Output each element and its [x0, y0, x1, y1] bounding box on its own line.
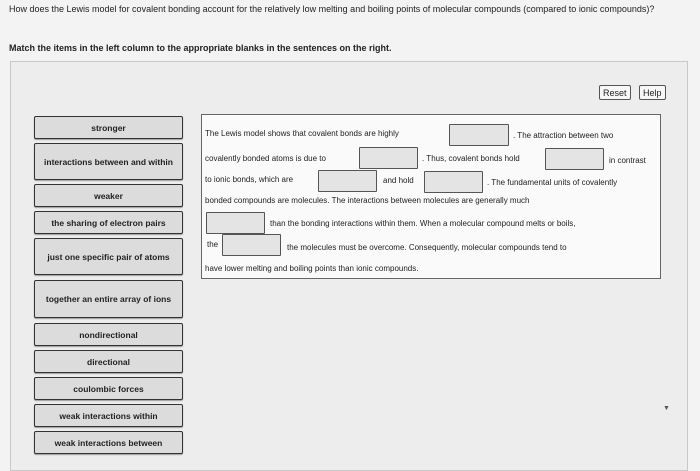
scroll-down-icon[interactable]: ▼	[663, 405, 670, 412]
sentence-text: the	[207, 240, 219, 249]
blank-4[interactable]	[318, 170, 377, 192]
sentence-text: in contrast	[609, 156, 646, 165]
sentence-text: . The fundamental units of covalently	[487, 178, 618, 187]
reset-button[interactable]: Reset	[599, 85, 631, 100]
question-text: How does the Lewis model for covalent bonding account for the relatively low melting and boiling points of molecular compounds (compared to ionic compounds)?	[9, 4, 655, 14]
tile-one-specific-pair[interactable]: just one specific pair of atoms	[34, 238, 183, 275]
instruction-text: Match the items in the left column to the appropriate blanks in the sentences on the right.	[9, 43, 392, 53]
sentence-text: bonded compounds are molecules. The interactions between molecules are generally much	[205, 196, 530, 205]
blank-5[interactable]	[424, 171, 483, 193]
tile-weak-interactions-within[interactable]: weak interactions within	[34, 404, 183, 427]
tile-coulombic-forces[interactable]: coulombic forces	[34, 377, 183, 400]
tile-sharing-electron-pairs[interactable]: the sharing of electron pairs	[34, 211, 183, 234]
tile-nondirectional[interactable]: nondirectional	[34, 323, 183, 346]
blank-3[interactable]	[545, 148, 604, 170]
tile-interactions-between-and-within[interactable]: interactions between and within	[34, 143, 183, 180]
sentence-text: and hold	[383, 176, 414, 185]
sentence-text: the molecules must be overcome. Consequently, molecular compounds tend to	[287, 243, 567, 252]
tile-directional[interactable]: directional	[34, 350, 183, 373]
sentence-text: than the bonding interactions within them. When a molecular compound melts or boils,	[270, 219, 576, 228]
tile-array-of-ions[interactable]: together an entire array of ions	[34, 280, 183, 318]
sentence-text: . The attraction between two	[513, 131, 614, 140]
tile-weak-interactions-between[interactable]: weak interactions between	[34, 431, 183, 454]
blank-1[interactable]	[449, 124, 509, 146]
sentence-text: The Lewis model shows that covalent bonds are highly	[205, 129, 399, 138]
sentence-text: have lower melting and boiling points than ionic compounds.	[205, 264, 419, 273]
sentence-text: to ionic bonds, which are	[205, 175, 294, 184]
help-button[interactable]: Help	[639, 85, 666, 100]
tile-weaker[interactable]: weaker	[34, 184, 183, 207]
tile-stronger[interactable]: stronger	[34, 116, 183, 139]
sentence-text: covalently bonded atoms is due to	[205, 154, 326, 163]
blank-2[interactable]	[359, 147, 418, 169]
blank-6[interactable]	[206, 212, 265, 234]
blank-7[interactable]	[222, 234, 281, 256]
sentence-text: . Thus, covalent bonds hold	[422, 154, 520, 163]
